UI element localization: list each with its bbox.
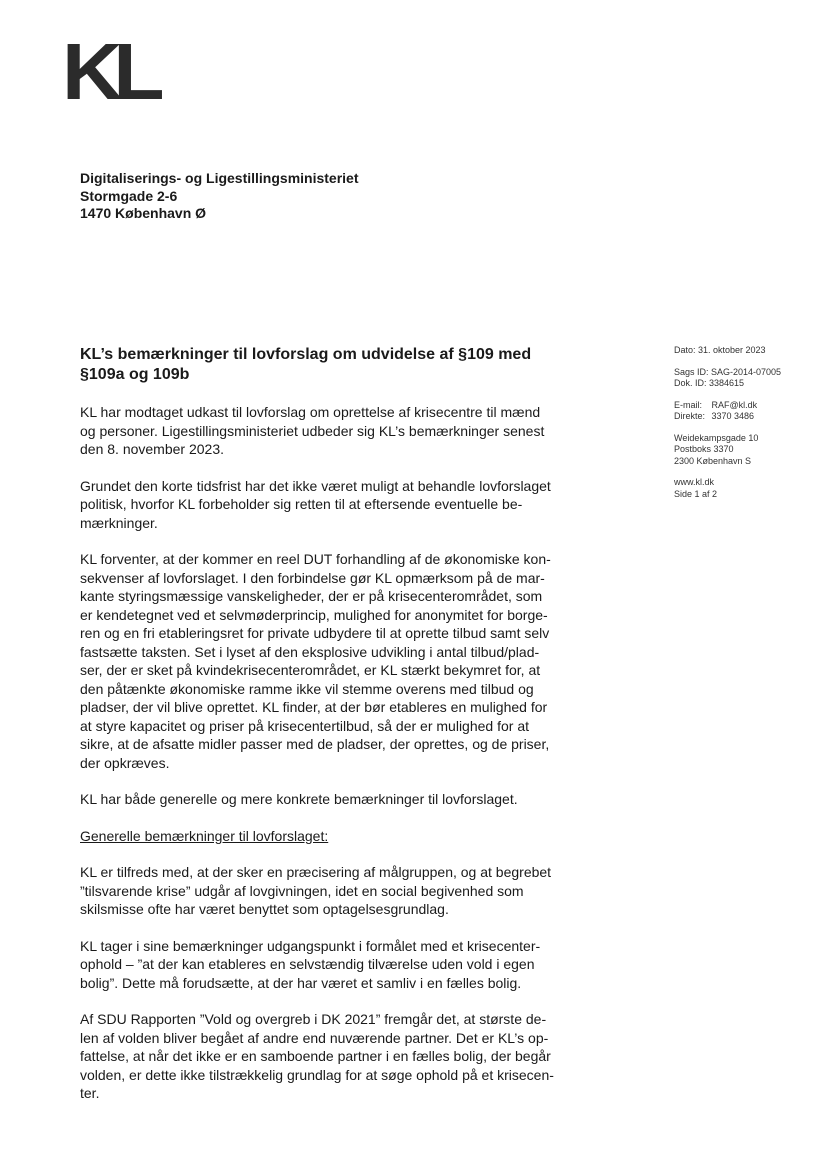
phone-value: 3370 3486	[711, 411, 755, 421]
paragraph	[80, 1010, 560, 1103]
email-row	[674, 400, 781, 412]
text-line: fattelse, at når det ikke er en samboende partner i en fælles bolig, der begår	[80, 1048, 551, 1064]
text-line: pladser, der vil blive oprettet. KL finder, at der bør etableres en mulighed for	[80, 699, 548, 715]
paragraph	[80, 937, 560, 993]
section-heading	[80, 827, 560, 846]
case-id: Sags ID: SAG-2014-07005	[674, 366, 782, 377]
text-line: volden, er dette ikke tilstrækkelig grundlag for at søge ophold på et krisecen-	[80, 1066, 554, 1083]
text-line: mærkninger.	[80, 514, 158, 531]
title-line: §109a og 109b	[80, 366, 190, 383]
paragraph	[80, 863, 560, 919]
text-line: politisk, hvorfor KL forbeholder sig retten til at eftersende eventuelle be-	[80, 496, 523, 512]
text-line: der opkræves.	[80, 754, 170, 771]
document-title	[80, 345, 540, 385]
website-link[interactable]: www.kl.dk	[674, 477, 715, 487]
document-id: Dok. ID: 3384615	[674, 378, 745, 388]
page-number: Side 1 af 2	[674, 488, 718, 499]
text-line: ter.	[80, 1085, 100, 1101]
address-city: 2300 København S	[674, 455, 752, 466]
letter-metadata	[674, 345, 781, 510]
text-line: Af SDU Rapporten ”Vold og overgreb i DK 2021” fremgår det, at største de-	[80, 1011, 547, 1027]
kl-logo: KL	[62, 27, 156, 116]
text-line: ”tilsvarende krise” udgår af lovgivningen, idet en social begivenhed som	[80, 882, 524, 899]
text-line: KL har modtaget udkast til lovforslag om oprettelse af krisecentre til mænd	[80, 404, 541, 420]
text-line: og personer. Ligestillingsministeriet udbeder sig KL’s bemærkninger senest	[80, 422, 545, 439]
address-street: Weidekampsgade 10	[674, 432, 759, 443]
recipient-city: 1470 København Ø	[80, 205, 207, 221]
paragraph	[80, 477, 560, 533]
date: Dato: 31. oktober 2023	[674, 345, 766, 355]
text-line: skilsmisse ofte har været benyttet som optagelsesgrundlag.	[80, 901, 449, 917]
phone-label: Direkte:	[674, 411, 706, 421]
text-line: KL er tilfreds med, at der sker en præcisering af målgruppen, og at begrebet	[80, 864, 552, 880]
text-line: Grundet den korte tidsfrist har det ikke været muligt at behandle lovforslaget	[80, 477, 551, 494]
phone-row	[674, 411, 781, 423]
text-line: KL tager i sine bemærkninger udgangspunkt i formålet med et krisecenter-	[80, 937, 541, 954]
letter-body	[80, 403, 560, 1121]
email-value[interactable]: RAF@kl.dk	[711, 399, 758, 410]
address-pobox: Postboks 3370	[674, 444, 734, 454]
text-line: KL forventer, at der kommer en reel DUT forhandling af de økonomiske kon-	[80, 551, 551, 567]
paragraph	[80, 403, 560, 459]
email-label: E-mail:	[674, 399, 703, 410]
text-line: den påtænkte økonomiske ramme ikke vil stemme overens med tilbud og	[80, 680, 534, 697]
text-line: bolig”. Dette må forudsætte, at der har været et samliv i en fælles bolig.	[80, 974, 522, 991]
text-line: kante styringsmæssige vanskeligheder, der er på krisecenterområdet, som	[80, 588, 543, 604]
text-line: at styre kapacitet og priser på krisecentertilbud, så der er mulighed for at	[80, 717, 529, 734]
title-line: KL’s bemærkninger til lovforslag om udvidelse af §109 med	[80, 346, 532, 363]
text-line: ser, der er sket på kvindekrisecenterområdet, er KL stærkt bekymret for, at	[80, 662, 541, 678]
text-line: er kendetegnet ved et selvmøderprincip, mulighed for anonymitet for borge-	[80, 606, 548, 623]
text-line: KL har både generelle og mere konkrete bemærkninger til lovforslaget.	[80, 791, 518, 807]
text-line: fastsætte taksten. Set i lyset af den eksplosive udvikling i antal tilbud/plad-	[80, 643, 540, 660]
recipient-street: Stormgade 2-6	[80, 187, 178, 204]
text-line: Generelle bemærkninger til lovforslaget:	[80, 827, 329, 844]
paragraph	[80, 550, 560, 772]
recipient-address	[80, 170, 359, 223]
text-line: ophold – ”at der kan etableres en selvstændig tilværelse uden vold i egen	[80, 956, 535, 972]
paragraph	[80, 790, 560, 809]
text-line: sikre, at de afsatte midler passer med de pladser, der oprettes, og de priser,	[80, 736, 550, 752]
text-line: den 8. november 2023.	[80, 441, 224, 457]
text-line: ren og en fri etableringsret for private udbydere til at oprette tilbud samt selv	[80, 625, 550, 641]
text-line: len af volden bliver begået af andre end nuværende partner. Det er KL’s op-	[80, 1029, 549, 1046]
recipient-name: Digitaliserings- og Ligestillingsministeriet	[80, 170, 359, 186]
text-line: sekvenser af lovforslaget. I den forbindelse gør KL opmærksom på de mar-	[80, 569, 545, 586]
